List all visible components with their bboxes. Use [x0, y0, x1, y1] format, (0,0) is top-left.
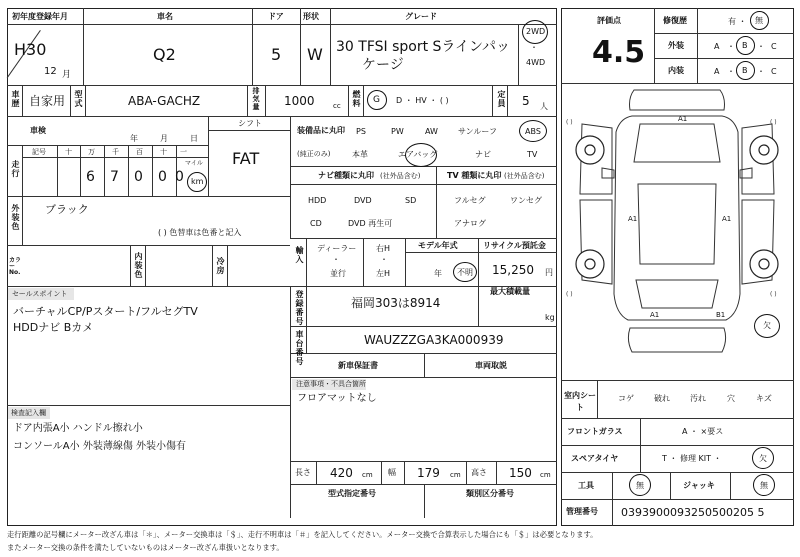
score-label: 評価点 — [597, 16, 621, 25]
sales-label: セールスポイント — [12, 290, 68, 298]
height-label: 高さ — [471, 468, 487, 477]
color-repaint-note: ( ) 色替車は色番と記入 — [158, 228, 242, 237]
first-reg-label: 初年度登録年月 — [12, 12, 68, 21]
import-right-h: 右H — [376, 244, 391, 253]
model-value: ABA-GACHZ — [128, 94, 201, 108]
equip-leather: 本革 — [352, 150, 368, 159]
notes-value: フロアマットなし — [297, 393, 377, 404]
shift-label: シフト — [238, 119, 262, 128]
chassis-value: WAUZZZGA3KA000939 — [364, 333, 504, 347]
manual: 車両取説 — [475, 361, 507, 370]
new-warranty: 新車保証書 — [338, 361, 378, 370]
seat-item-hole: 穴 — [727, 394, 735, 403]
svg-text:( ): ( ) — [566, 119, 573, 126]
equipment-sub-label: (純正のみ) — [297, 150, 331, 158]
svg-text:( ): ( ) — [770, 119, 777, 126]
length-unit: cm — [362, 471, 373, 479]
footer-line2: またメーター交換の条件を満たしていないものはメーター改ざん車扱いとなります。 — [7, 543, 284, 552]
fuel-label: 燃料 — [352, 90, 361, 108]
tools-label: 工具 — [578, 481, 594, 490]
diagram-b1-rear: B1 — [716, 311, 726, 319]
jack-label: ジャッキ — [683, 481, 715, 490]
inspector-label: 検査記入欄 — [11, 409, 46, 417]
interior-b: B — [742, 66, 748, 75]
recycle-value: 15,250 — [492, 263, 534, 277]
seat-item-dirt: 汚れ — [690, 394, 706, 403]
grade-label: グレード — [405, 12, 437, 21]
drive-4wd: 4WD — [526, 58, 546, 67]
repair-selected: 無 — [755, 16, 763, 25]
import-label: 輸入 — [295, 246, 304, 264]
model-year-unit: 年 — [434, 269, 442, 278]
spare-tire-value: T ・ 修理 KIT ・ — [662, 454, 722, 463]
shape-label: 形状 — [303, 12, 319, 21]
mileage-digit-2: 7 — [110, 169, 119, 185]
interior-color-label: 内装色 — [134, 252, 143, 279]
km-unit: km — [191, 177, 204, 186]
max-load-unit: kg — [545, 313, 555, 322]
sales-line1: バーチャルCP/Pスタート/フルセグTV — [13, 305, 198, 318]
diagram-missing: 欠 — [763, 321, 771, 330]
inspector-line2: コンソールA小 外装薄線傷 外装小傷有 — [13, 441, 186, 452]
navi-hdd: HDD — [308, 196, 327, 205]
length-label: 長さ — [295, 468, 311, 477]
notes-label: 注意事項・不具合箇所 — [296, 380, 366, 388]
car-name-value: Q2 — [153, 45, 176, 64]
equip-pw: PW — [391, 127, 404, 136]
sales-line2: HDDナビ Bカメ — [13, 321, 94, 334]
equip-ps: PS — [356, 127, 366, 136]
tools-value: 無 — [636, 481, 644, 490]
tv-fullseg: フルセグ — [454, 196, 486, 205]
month-value: 12 — [44, 66, 57, 77]
drive-2wd: 2WD — [526, 27, 546, 36]
equip-navi: ナビ — [475, 150, 491, 159]
shift-value: FAT — [232, 149, 260, 168]
navi-label: ナビ種類に丸印 — [318, 171, 374, 180]
diagram-a1-left: A1 — [628, 215, 638, 223]
exterior-a: A — [714, 42, 720, 51]
mileage-digit-4: 0 — [158, 169, 167, 185]
displacement-label: 排気量 — [252, 87, 260, 111]
equip-airbag: エアバッグ — [398, 150, 438, 159]
width-unit: cm — [450, 471, 461, 479]
interior-dot2: ・ — [757, 67, 765, 76]
displacement-unit: cc — [333, 102, 341, 110]
color-no-label: カラーNo. — [9, 257, 22, 276]
exterior-dot2: ・ — [757, 42, 765, 51]
ac-label: 冷房 — [216, 257, 225, 275]
seat-item-burn: コゲ — [618, 394, 634, 403]
equip-sunroof: サンルーフ — [458, 127, 497, 136]
grade-value-line2: ケージ — [362, 57, 404, 73]
displacement-value: 1000 — [284, 94, 315, 108]
color-label: 外装色 — [11, 204, 20, 231]
digit-label-5: 十 — [160, 148, 167, 156]
digit-label-1: 十 — [65, 148, 72, 156]
equip-abs: ABS — [525, 127, 541, 136]
equipment-label: 装備品に丸印 — [297, 126, 345, 135]
class-label: 類別区分番号 — [466, 489, 514, 498]
capacity-unit: 人 — [540, 102, 548, 111]
score-value: 4.5 — [592, 35, 646, 70]
chassis-label: 車台番号 — [295, 330, 304, 366]
equip-aw: AW — [425, 127, 438, 136]
footer-line1: 走行距離の記号欄にメーター改ざん車は「＊」、メーター交換車は「＄」、走行不明車は「＃」を記入してください。メーター交換で合算表示した場合にも「＄」は必要となります。 — [7, 530, 598, 539]
interior-c: C — [771, 67, 777, 76]
svg-text:( ): ( ) — [770, 291, 777, 298]
usage-label: 車歴 — [11, 90, 20, 108]
length-value: 420 — [330, 466, 353, 480]
tv-label: TV 種類に丸印 — [447, 171, 502, 180]
jack-value: 無 — [760, 481, 768, 490]
recycle-label: リサイクル預託金 — [483, 241, 546, 250]
windshield-label: フロントガラス — [567, 427, 623, 436]
spare-tire-selected: 欠 — [759, 454, 767, 463]
import-dot: ・ — [332, 255, 340, 264]
usage-value: 自家用 — [29, 94, 66, 108]
model-year-unknown: 不明 — [457, 268, 473, 277]
seat-item-scratch: キズ — [756, 394, 772, 403]
import-left-h: 左H — [376, 269, 391, 278]
recycle-unit: 円 — [545, 268, 553, 277]
door-label: ドア — [268, 12, 284, 21]
model-year-label: モデル年式 — [418, 241, 458, 250]
shape-value: W — [307, 45, 323, 64]
mileage-digit-5: 0 — [175, 169, 184, 185]
tv-oneseg: ワンセグ — [510, 196, 542, 205]
navi-sub: (社外品含む) — [380, 172, 421, 180]
car-name-label: 車名 — [157, 12, 173, 21]
mile-label: マイル — [185, 160, 203, 167]
inspection-year: 年 — [130, 134, 138, 143]
exterior-dot1: ・ — [727, 42, 735, 51]
width-value: 179 — [417, 466, 440, 480]
height-unit: cm — [540, 471, 551, 479]
height-value: 150 — [509, 466, 532, 480]
mileage-symbol-label: 記号 — [32, 148, 46, 156]
door-value: 5 — [271, 45, 282, 64]
type-label: 型式指定番号 — [328, 489, 376, 498]
import-hdot: ・ — [380, 255, 388, 264]
seat-item-tear: 破れ — [654, 394, 670, 403]
tv-analog: アナログ — [454, 219, 486, 228]
year-value: H30 — [14, 40, 47, 59]
digit-label-3: 千 — [112, 148, 119, 156]
model-label: 型式 — [74, 90, 83, 108]
drive-dot: ・ — [530, 43, 538, 52]
capacity-label: 定員 — [497, 90, 506, 108]
windshield-value: A ・ ×要ス — [682, 427, 724, 436]
mileage-label: 走行 — [11, 160, 20, 178]
width-label: 幅 — [388, 468, 396, 477]
exterior-label: 外装 — [668, 41, 684, 50]
diagram-a1-right: A1 — [722, 215, 732, 223]
max-load-label: 最大積載量 — [490, 287, 530, 296]
repair-label: 修復歴 — [663, 16, 687, 25]
interior-label: 内装 — [668, 66, 684, 75]
grade-value-line1: 30 TFSI sport Sラインパッ — [336, 39, 511, 55]
navi-cd: CD — [310, 219, 322, 228]
navi-dvd: DVD — [354, 196, 372, 205]
equip-tv: TV — [527, 150, 538, 159]
registration-label: 登録番号 — [295, 290, 304, 326]
exterior-c: C — [771, 42, 777, 51]
exterior-b: B — [742, 41, 748, 50]
inspector-line1: ドア内張A小 ハンドル擦れ小 — [13, 423, 143, 434]
navi-dvd-play: DVD 再生可 — [348, 219, 393, 228]
digit-label-6: 一 — [180, 148, 187, 156]
color-value: ブラック — [45, 203, 89, 216]
inspection-label: 車検 — [30, 126, 46, 135]
month-unit: 月 — [62, 70, 72, 80]
fuel-g: G — [373, 95, 380, 105]
registration-value: 福岡303は8914 — [351, 296, 441, 310]
management-label: 管理番号 — [566, 507, 598, 516]
digit-label-2: 万 — [88, 148, 95, 156]
inspection-day: 日 — [190, 134, 198, 143]
navi-sd: SD — [405, 196, 417, 205]
repair-options: 有 ・ — [728, 17, 747, 26]
fuel-rest: D ・ HV ・ ( ) — [396, 96, 449, 105]
import-dealer: ディーラー — [317, 244, 357, 253]
digit-label-4: 百 — [136, 148, 143, 156]
inspection-month: 月 — [160, 134, 168, 143]
capacity-value: 5 — [522, 94, 530, 108]
tv-sub: (社外品含む) — [504, 172, 545, 180]
management-value: 0393900093250500205 5 — [621, 506, 765, 519]
svg-text:( ): ( ) — [566, 291, 573, 298]
diagram-a1-top: A1 — [678, 115, 688, 123]
spare-tire-label: スペアタイヤ — [571, 454, 619, 463]
interior-dot1: ・ — [727, 67, 735, 76]
mileage-digit-1: 6 — [86, 169, 95, 185]
mileage-digit-3: 0 — [134, 169, 143, 185]
interior-seat-label: 室内シート — [564, 391, 596, 412]
interior-a: A — [714, 67, 720, 76]
diagram-a1-rear: A1 — [650, 311, 660, 319]
import-parallel: 並行 — [330, 269, 346, 278]
